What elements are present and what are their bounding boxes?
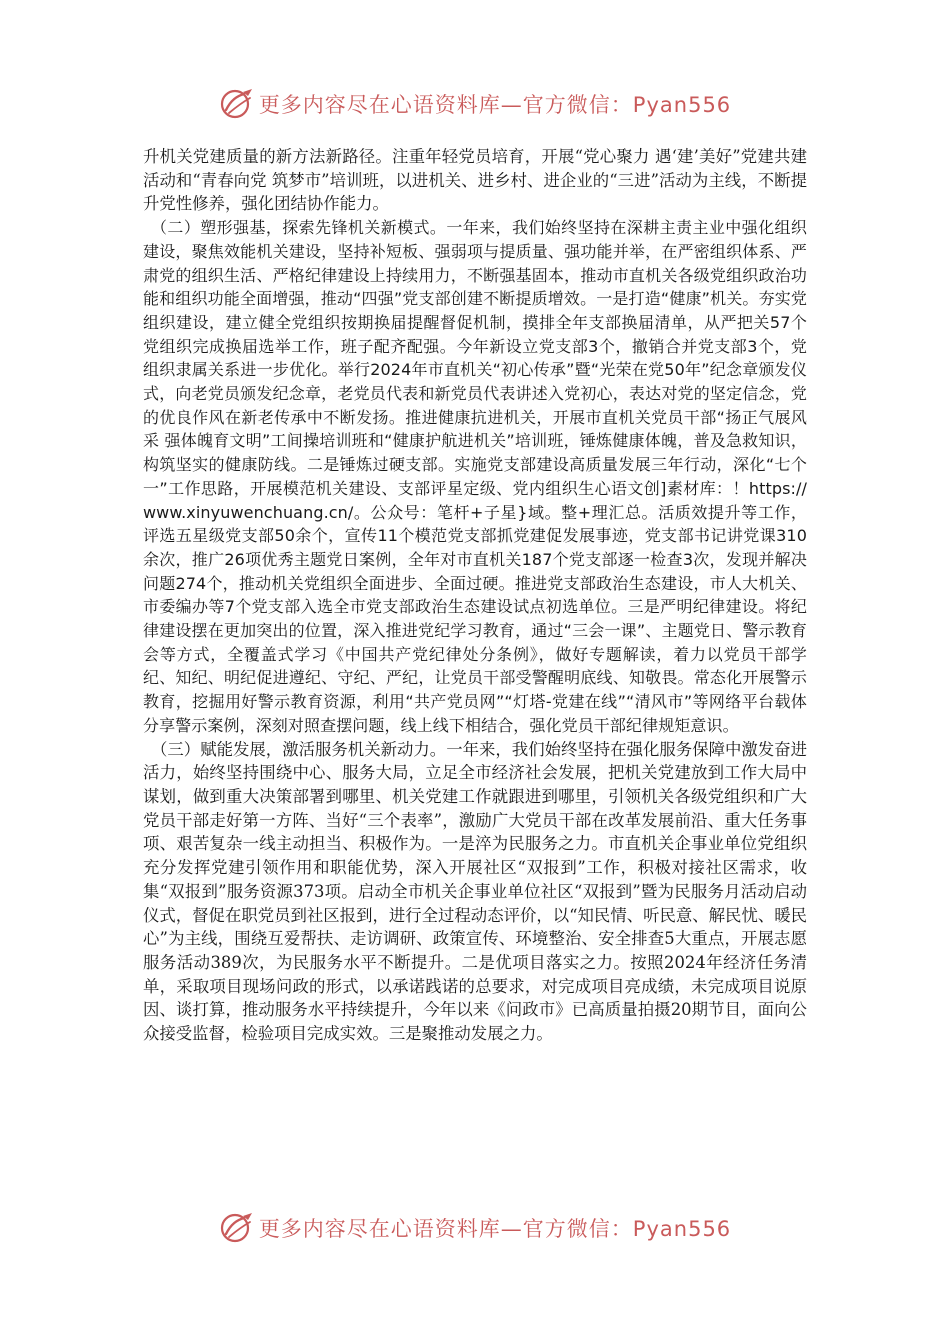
footer-watermark-banner <box>0 1206 950 1250</box>
signature-pen-logo-icon <box>219 86 255 122</box>
document-body <box>143 145 807 1046</box>
watermark-text: 更多内容尽在心语资料库—官方微信：Pyan556 <box>258 93 732 117</box>
paragraph-1: 升机关党建质量的新方法新路径。注重年轻党员培育，开展“党心聚力 遇‘建’美好”党建共建活动和“青春向党 筑梦市”培训班，以进机关、进乡村、进企业的“三进”活动为主线，不断提升党性修养，强化团结协作能力。 <box>143 147 807 214</box>
signature-pen-logo-icon <box>219 1210 255 1246</box>
watermark-text: 更多内容尽在心语资料库—官方微信：Pyan556 <box>258 1217 732 1241</box>
paragraph-2: （二）塑形强基，探索先锋机关新模式。一年来，我们始终坚持在深耕主责主业中强化组织建设，聚焦效能机关建设，坚持补短板、强弱项与提质量、强功能并举，在严密组织体系、严肃党的组织生活、严格纪律建设上持续用力，不断强基固本，推动市直机关各级党组织政治功能和组织功能全面增强，推动“四强”党支部创建不断提质增效。一是打造“健康”机关。夯实党组织建设，建立健全党组织按期换届提醒督促机制，摸排全年支部换届清单，从严把关57个党组织完成换届选举工作，班子配齐配强。今年新设立党支部3个，撤销合并党支部3个，党组织隶属关系进一步优化。举行2024年市直机关“初心传承”暨“光荣在党50年”纪念章颁发仪式，向老党员颁发纪念章，老党员代表和新党员代表讲述入党初心，表达对党的坚定信念，党的优良作风在新老传承中不断发扬。推进健康抗进机关，开展市直机关党员干部“扬正气展风采 强体魄育文明”工间操培训班和“健康护航进机关”培训班，锤炼健康体魄，普及急救知识，构筑坚实的健康防线。二是锤炼过硬支部。实施党支部建设高质量发展三年行动，深化“七个一”工作思路，开展模范机关建设、支部评星定级、党内组织生心语文创]素材库：！https://www.xinyuwenchuang.cn/。公众号：笔杆+子星}域。整+理汇总。活质效提升等工作，评选五星级党支部50余个，宣传11个模范党支部抓党建促发展事迹，党支部书记讲党课310余次，推广26项优秀主题党日案例，全年对市直机关187个党支部逐一检查3次，发现并解决问题274个，推动机关党组织全面进步、全面过硬。推进党支部政治生态建设，市人大机关、市委编办等7个党支部入选全市党支部政治生态建设试点初选单位。三是严明纪律建设。将纪律建设摆在更加突出的位置，深入推进党纪学习教育，通过“三会一课”、主题党日、警示教育会等方式，全覆盖式学习《中国共产党纪律处分条例》，做好专题解读，着力以党员干部学纪、知纪、明纪促进遵纪、守纪、严纪，让党员干部受警醒明底线、知敬畏。常态化开展警示教育，挖掘用好警示教育资源，利用“共产党员网”“灯塔-党建在线”“清风市”等网络平台载体分享警示案例，深刻对照查摆问题，线上线下相结合，强化党员干部纪律规矩意识。 <box>143 218 807 735</box>
header-watermark-banner <box>0 82 950 126</box>
paragraph-3: （三）赋能发展，激活服务机关新动力。一年来，我们始终坚持在强化服务保障中激发奋进活力，始终坚持围绕中心、服务大局，立足全市经济社会发展，把机关党建放到工作大局中谋划，做到重大决策部署到哪里、机关党建工作就跟进到哪里，引领机关各级党组织和广大党员干部走好第一方阵、当好“三个表率”，激励广大党员干部在改革发展前沿、重大任务事项、艰苦复杂一线主动担当、积极作为。一是淬为民服务之力。市直机关企事业单位党组织充分发挥党建引领作用和职能优势，深入开展社区“双报到”工作，积极对接社区需求，收集“双报到”服务资源373项。启动全市机关企事业单位社区“双报到”暨为民服务月活动启动仪式，督促在职党员到社区报到，进行全过程动态评价，以“知民情、听民意、解民忧、暖民心”为主线，围绕互爱帮扶、走访调研、政策宣传、环境整治、安全排查5大重点，开展志愿服务活动389次，为民服务水平不断提升。二是优项目落实之力。按照2024年经济任务清单，采取项目现场问政的形式，以承诺践诺的总要求，对完成项目亮成绩，未完成项目说原因、谈打算，推动服务水平持续提升，今年以来《问政市》已高质量拍摄20期节目，面向公众接受监督，检验项目完成实效。三是聚推动发展之力。 <box>143 739 808 1044</box>
